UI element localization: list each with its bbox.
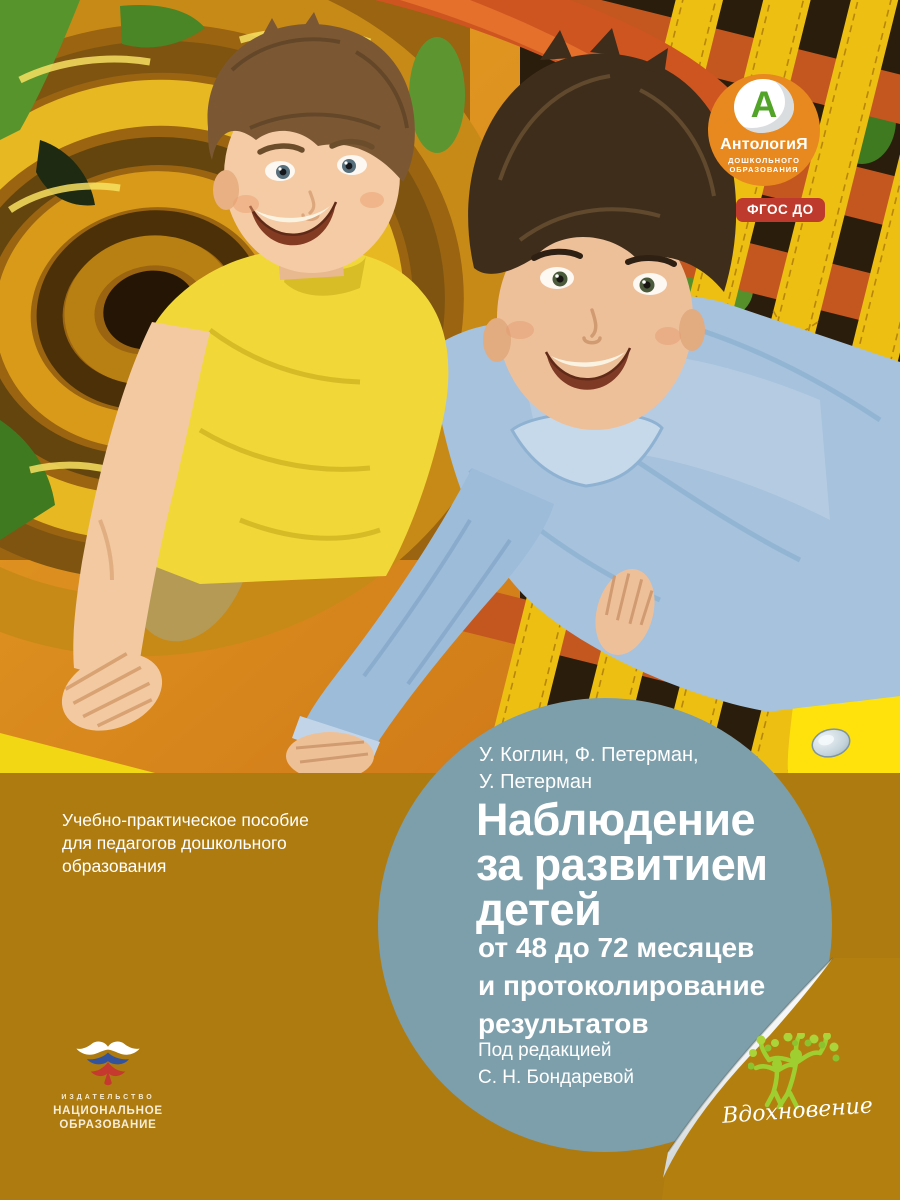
green-gap (409, 37, 465, 153)
editors-line: С. Н. Бондаревой (478, 1067, 634, 1088)
audience-note-line: Учебно-практическое пособие (62, 810, 309, 830)
letter-a: А (750, 84, 778, 125)
book-title-line: детей (476, 884, 602, 935)
audience-note-line: для педагогов дошкольного (62, 833, 287, 853)
book-subtitle-line: результатов (478, 1008, 649, 1039)
book-subtitle-line: от 48 до 72 месяцев (478, 932, 755, 963)
authors (479, 742, 699, 796)
eagle-flag-icon (75, 1040, 141, 1086)
audience-note-line: образования (62, 856, 167, 876)
editors-line: Под редакцией (478, 1040, 612, 1061)
book-subtitle-line: и протоколирование (478, 970, 766, 1001)
series-badge-title: АнтологиЯ (720, 136, 808, 153)
authors-line: У. Коглин, Ф. Петерман, (479, 744, 699, 766)
book-title (476, 794, 768, 935)
series-badge-subtitle: ДОШКОЛЬНОГО ОБРАЗОВАНИЯ (728, 156, 800, 174)
book-title-line: Наблюдение (476, 794, 756, 845)
letter-a-badge-icon (734, 79, 794, 133)
audience-note (62, 809, 309, 878)
book-title-line: за развитием (476, 839, 768, 890)
publisher-imprint: ИЗДАТЕЛЬСТВО (61, 1094, 155, 1101)
publisher-logo (38, 1040, 178, 1132)
fgos-badge: ФГОС ДО (736, 198, 825, 222)
series-badge (708, 74, 820, 186)
inspiration-wordmark: Вдохновение (721, 1093, 874, 1129)
authors-line: У. Петерман (479, 771, 593, 793)
publisher-name: НАЦИОНАЛЬНОЕ ОБРАЗОВАНИЕ (53, 1105, 163, 1131)
